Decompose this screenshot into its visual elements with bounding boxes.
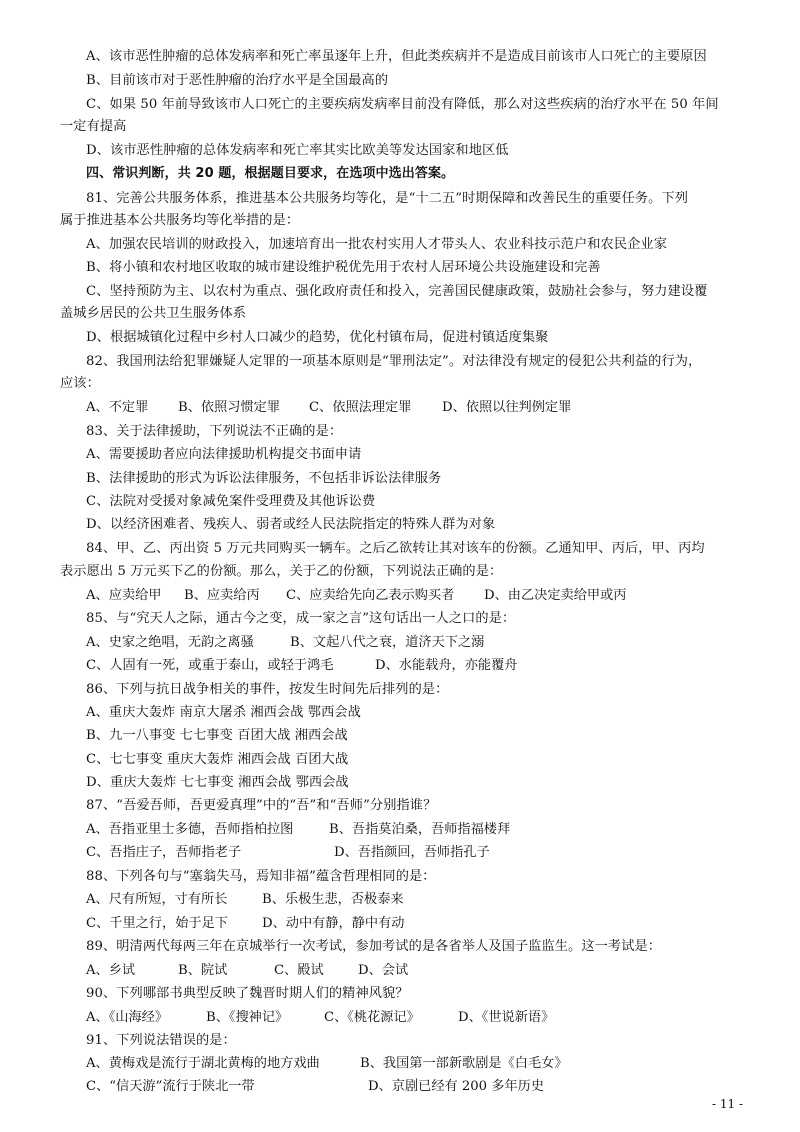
q87-stem: 87、“吾爱吾师，吾更爱真理”中的“吾”和“吾师”分别指谁？ xyxy=(86,798,437,813)
q83-option-d: D、以经济困难者、残疾人、弱者或经人民法院指定的特殊人群为对象 xyxy=(86,517,496,532)
q85-option-b: B、文起八代之衰，道济天下之溺 xyxy=(290,635,485,650)
q89-option-a: A、乡试 xyxy=(86,963,136,978)
prev-option-b: B、目前该市对于恶性肿瘤的治疗水平是全国最高的 xyxy=(86,73,389,88)
q84-option-a: A、应卖给甲 xyxy=(86,588,162,603)
q91-option-b: B、我国第一部新歌剧是《白毛女》 xyxy=(360,1056,568,1071)
page-number: - 11 - xyxy=(712,1097,744,1111)
q85-option-c: C、人固有一死，或重于泰山，或轻于鸿毛 xyxy=(86,658,334,673)
q87-option-b: B、吾指莫泊桑，吾师指福楼拜 xyxy=(329,822,511,837)
q82-stem-cont: 应该： xyxy=(60,376,100,391)
q90-option-b: B、《搜神记》 xyxy=(206,1010,289,1025)
q88-stem: 88、下列各句与“塞翁失马，焉知非福”蕴含哲理相同的是： xyxy=(86,869,436,884)
q81-stem: 81、完善公共服务体系，推进基本公共服务均等化，是“十二五”时期保障和改善民生的重要任务。下列 xyxy=(86,191,689,206)
q91-option-c: C、“信天游”流行于陕北一带 xyxy=(86,1079,255,1094)
q81-option-c: C、坚持预防为主、以农村为重点、强化政府责任和投入，完善国民健康政策，鼓励社会参与，努力建设覆 xyxy=(86,284,708,299)
q82-option-d: D、依照以往判例定罪 xyxy=(442,400,572,415)
q81-option-b: B、将小镇和农村地区收取的城市建设维护税优先用于农村人居环境公共设施建设和完善 xyxy=(86,260,601,275)
q88-option-a: A、尺有所短，寸有所长 xyxy=(86,892,228,907)
q84-option-d: D、由乙决定卖给甲或丙 xyxy=(484,588,627,603)
q90-stem: 90、下列哪部书典型反映了魏晋时期人们的精神风貌？ xyxy=(86,986,409,1001)
q90-option-d: D、《世说新语》 xyxy=(458,1010,555,1025)
q85-option-a: A、史家之绝唱，无韵之离骚 xyxy=(86,635,254,650)
q84-stem: 84、甲、乙、丙出资 5 万元共同购买一辆车。之后乙欲转让其对该车的份额。乙通知甲、丙后，甲、丙均 xyxy=(86,541,705,556)
q84-option-c: C、应卖给先向乙表示购买者 xyxy=(286,588,455,603)
q87-option-c: C、吾指庄子，吾师指老子 xyxy=(86,845,242,860)
q87-option-a: A、吾指亚里士多德，吾师指柏拉图 xyxy=(86,822,294,837)
q89-option-c: C、殿试 xyxy=(274,963,324,978)
q83-option-a: A、需要援助者应向法律援助机构提交书面申请 xyxy=(86,447,362,462)
q88-option-d: D、动中有静，静中有动 xyxy=(262,916,405,931)
q81-option-c-cont: 盖城乡居民的公共卫生服务体系 xyxy=(60,306,247,321)
q82-stem: 82、我国刑法给犯罪嫌疑人定罪的一项基本原则是“罪刑法定”。对法律没有规定的侵犯公共利益的行为， xyxy=(86,354,702,369)
q82-option-c: C、依照法理定罪 xyxy=(309,400,412,415)
q82-option-a: A、不定罪 xyxy=(86,400,149,415)
q90-option-a: A、《山海经》 xyxy=(86,1010,169,1025)
q81-stem-cont: 属于推进基本公共服务均等化举措的是： xyxy=(60,213,300,228)
q86-option-c: C、七七事变 重庆大轰炸 湘西会战 百团大战 xyxy=(86,752,349,767)
q88-option-c: C、千里之行，始于足下 xyxy=(86,916,228,931)
q83-option-c: C、法院对受援对象减免案件受理费及其他诉讼费 xyxy=(86,494,376,509)
q91-option-d: D、京剧已经有 200 多年历史 xyxy=(368,1079,545,1094)
q85-stem: 85、与“究天人之际，通古今之变，成一家之言”这句话出一人之口的是： xyxy=(86,611,516,626)
q90-option-c: C、《桃花源记》 xyxy=(324,1010,420,1025)
q89-stem: 89、明清两代每两三年在京城举行一次考试，参加考试的是各省举人及国子监监生。这一考试是： xyxy=(86,939,662,954)
q87-option-d: D、吾指颜回，吾师指孔子 xyxy=(334,845,490,860)
q82-option-b: B、依照习惯定罪 xyxy=(178,400,281,415)
q88-option-b: B、乐极生悲，否极泰来 xyxy=(262,892,404,907)
prev-option-c-cont: 一定有提高 xyxy=(60,119,127,134)
q91-option-a: A、黄梅戏是流行于湖北黄梅的地方戏曲 xyxy=(86,1056,320,1071)
q84-option-b: B、应卖给丙 xyxy=(184,588,260,603)
q86-option-b: B、九一八事变 七七事变 百团大战 湘西会战 xyxy=(86,728,348,743)
prev-option-c: C、如果 50 年前导致该市人口死亡的主要疾病发病率目前没有降低，那么对这些疾病的治疗水平在 50 年间 xyxy=(86,97,719,112)
q91-stem: 91、下列说法错误的是： xyxy=(86,1033,236,1048)
q86-stem: 86、下列与抗日战争相关的事件，按发生时间先后排列的是： xyxy=(86,682,449,697)
q85-option-d: D、水能载舟，亦能覆舟 xyxy=(375,658,518,673)
q89-option-b: B、院试 xyxy=(178,963,228,978)
q86-option-d: D、重庆大轰炸 七七事变 湘西会战 鄂西会战 xyxy=(86,775,349,790)
section-title: 四、常识判断，共 20 题，根据题目要求，在选项中选出答案。 xyxy=(86,166,455,181)
q81-option-a: A、加强农民培训的财政投入，加速培育出一批农村实用人才带头人、农业科技示范户和农民企业家 xyxy=(86,237,667,252)
q83-option-b: B、法律援助的形式为诉讼法律服务，不包括非诉讼法律服务 xyxy=(86,471,442,486)
q86-option-a: A、重庆大轰炸 南京大屠杀 湘西会战 鄂西会战 xyxy=(86,705,361,720)
q84-stem-cont: 表示愿出 5 万元买下乙的份额。那么，关于乙的份额，下列说法正确的是： xyxy=(60,564,503,579)
prev-option-d: D、该市恶性肿瘤的总体发病率和死亡率其实比欧美等发达国家和地区低 xyxy=(86,143,509,158)
q89-option-d: D、会试 xyxy=(358,963,409,978)
q83-stem: 83、关于法律援助，下列说法不正确的是： xyxy=(86,424,343,439)
q81-option-d: D、根据城镇化过程中乡村人口减少的趋势，优化村镇布局，促进村镇适度集聚 xyxy=(86,330,549,345)
prev-option-a: A、该市恶性肿瘤的总体发病率和死亡率虽逐年上升，但此类疾病并不是造成目前该市人口死亡的主要原因 xyxy=(86,49,707,64)
